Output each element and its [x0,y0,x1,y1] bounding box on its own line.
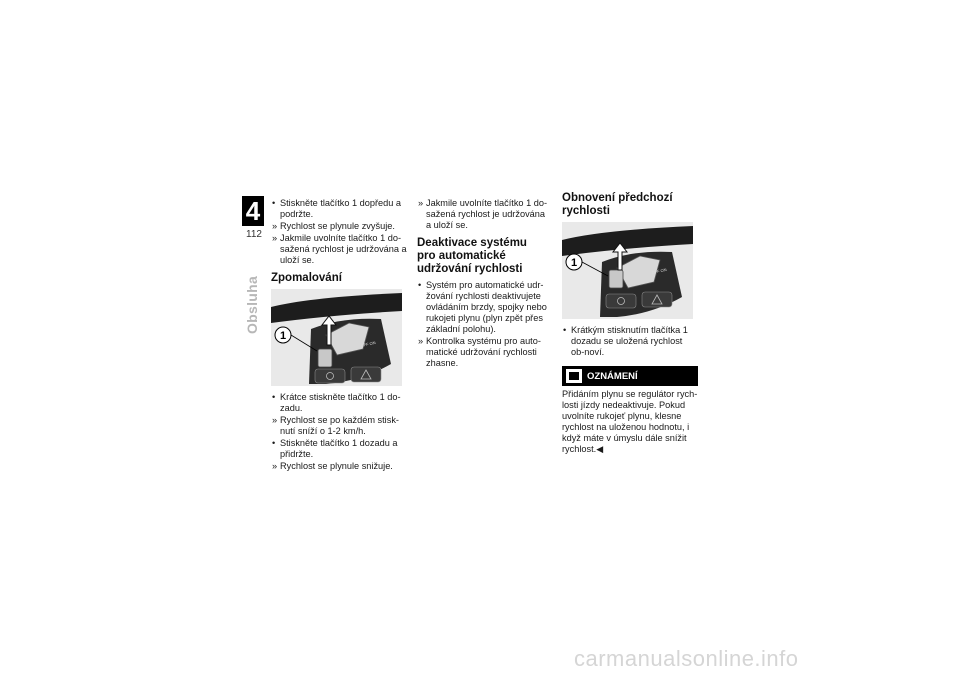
col2-list-bottom [417,280,548,369]
instruction-item: • Systém pro automatické udr-žování rychlosti deaktivujete ovládáním brzdy, spojky nebo rukojeti plynu (plyn zpět přes základní polohu). [417,280,548,335]
result-item: » Rychlost se plynule snižuje. [271,461,407,472]
switch-label: OFF ON [651,266,667,275]
result-item: » Jakmile uvolníte tlačítko 1 do-sažená rychlost je udržována a uloží se. [417,198,548,231]
callout-1: 1 [279,330,287,342]
notice-text: Přidáním plynu se regulátor rych-losti jízdy nedeaktivuje. Pokud uvolníte rukojeť plynu, klesne rychlost na uloženou hodnotu, i když máte v úmyslu dále snížit rychlost.◀ [562,389,698,454]
notice-icon [566,369,582,383]
instruction-item: • Stiskněte tlačítko 1 dozadu a přidržte. [271,438,407,460]
col3-list [562,325,698,358]
handlebar-illustration-2 [562,222,693,319]
notice-title: OZNÁMENÍ [587,370,638,382]
callout-1: 1 [570,257,578,269]
switch-label: OFF ON [360,339,376,348]
instruction-item: • Krátce stiskněte tlačítko 1 do-zadu. [271,392,407,414]
column-2 [417,198,548,370]
col1-list-top [271,198,407,266]
instruction-item: • Krátkým stisknutím tlačítka 1 dozadu se uložená rychlost ob-noví. [562,325,698,358]
notice-header [562,366,698,386]
heading-deaktivace: Deaktivace systému pro automatické udržování rychlosti [417,237,527,275]
column-1 [271,198,407,473]
heading-zpomalovani: Zpomalování [271,272,342,284]
heading-obnoveni: Obnovení předchozí rychlosti [562,192,673,217]
result-item: » Jakmile uvolníte tlačítko 1 do-sažená rychlost je udržována a uloží se. [271,233,407,266]
handlebar-figure-1 [271,289,402,386]
col2-list-top [417,198,548,231]
handlebar-figure-2 [562,222,693,319]
result-item: » Rychlost se po každém stisk-nutí sníží o 1-2 km/h. [271,415,407,437]
page-number: 112 [246,229,262,240]
result-item: » Rychlost se plynule zvyšuje. [271,221,407,232]
chapter-number: 4 [242,196,264,226]
col1-list-bottom [271,392,407,472]
instruction-item: • Stiskněte tlačítko 1 dopředu a podržte. [271,198,407,220]
section-side-label: Obsluha [244,275,260,335]
handlebar-illustration [271,289,402,386]
watermark: carmanualsonline.info [574,646,799,671]
result-item: » Kontrolka systému pro auto-matické udržování rychlosti zhasne. [417,336,548,369]
column-3 [562,192,698,456]
